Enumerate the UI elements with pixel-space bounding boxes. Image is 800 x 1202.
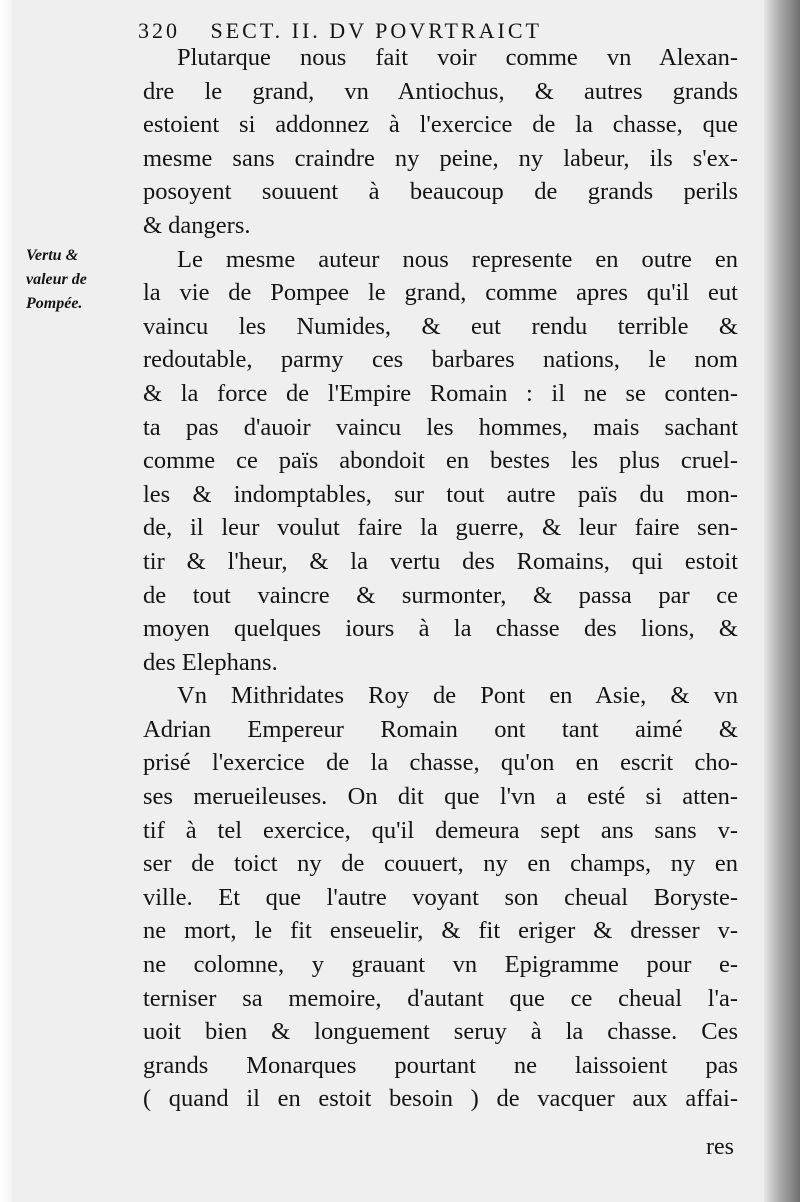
text-line: ville. Et que l'autre voyant son cheual Boryste- (143, 883, 738, 911)
text-line: tir & l'heur, & la vertu des Romains, qui estoit (143, 547, 738, 575)
text-line: redoutable, parmy ces barbares nations, le nom (143, 346, 738, 374)
text-line: mesme sans craindre ny peine, ny labeur, ils s'ex- (143, 144, 738, 172)
page-left-edge (0, 0, 12, 1202)
text-line: Le mesme auteur nous represente en outre en (177, 245, 738, 273)
text-line: de, il leur voulut faire la guerre, & leur faire sen- (143, 514, 738, 542)
text-line: grands Monarques pourtant ne laissoient pas (143, 1051, 738, 1079)
text-line: des Elephans. (143, 648, 278, 676)
text-line: ses merueileuses. On dit que l'vn a esté si atten- (143, 783, 738, 811)
text-line: de tout vaincre & surmonter, & passa par ce (143, 581, 738, 609)
text-line: ta pas d'auoir vaincu les hommes, mais sachant (143, 413, 738, 441)
text-line: & dangers. (143, 211, 251, 239)
text-line: estoient si addonnez à l'exercice de la chasse, que (143, 111, 738, 139)
text-line: ( quand il en estoit besoin ) de vacquer aux affai- (143, 1085, 738, 1113)
body-text (143, 41, 738, 1116)
text-line: moyen quelques iours à la chasse des lions, & (143, 615, 738, 643)
text-line: la vie de Pompee le grand, comme apres qu'il eut (143, 279, 738, 307)
text-line: ne colomne, y grauant vn Epigramme pour e- (143, 951, 738, 979)
text-line: Vn Mithridates Roy de Pont en Asie, & vn (177, 682, 738, 710)
text-line: & la force de l'Empire Romain : il ne se conten- (143, 379, 738, 407)
marginal-note-line: Pompée. (26, 295, 83, 312)
text-line: Adrian Empereur Romain ont tant aimé & (143, 715, 738, 743)
text-line: les & indomptables, sur tout autre païs du mon- (143, 480, 738, 508)
catchword: res (706, 1134, 734, 1160)
text-line: terniser sa memoire, d'autant que ce cheual l'a- (143, 984, 738, 1012)
marginal-note (26, 244, 136, 316)
text-line: comme ce païs abondoit en bestes les plus cruel- (143, 447, 738, 475)
text-line: Plutarque nous fait voir comme vn Alexan- (177, 44, 738, 71)
text-line: ne mort, le fit enseuelir, & fit eriger & dresser v- (143, 917, 738, 945)
page-number: 320 (138, 18, 180, 43)
text-line: posoyent souuent à beaucoup de grands perils (143, 178, 738, 206)
text-line: ser de toict ny de couuert, ny en champs, ny en (143, 850, 738, 878)
page-gutter-shadow (764, 0, 800, 1202)
marginal-note-line: valeur de (26, 271, 87, 288)
section-title: SECT. II. DV POVRTRAICT (210, 18, 542, 43)
text-line: tif à tel exercice, qu'il demeura sept ans sans v- (143, 816, 738, 844)
text-line: vaincu les Numides, & eut rendu terrible & (143, 312, 738, 340)
text-line: prisé l'exercice de la chasse, qu'on en escrit cho- (143, 749, 738, 777)
text-line: dre le grand, vn Antiochus, & autres grands (143, 77, 738, 105)
text-line: uoit bien & longuement seruy à la chasse. Ces (143, 1018, 738, 1046)
marginal-note-line: Vertu & (26, 247, 79, 264)
